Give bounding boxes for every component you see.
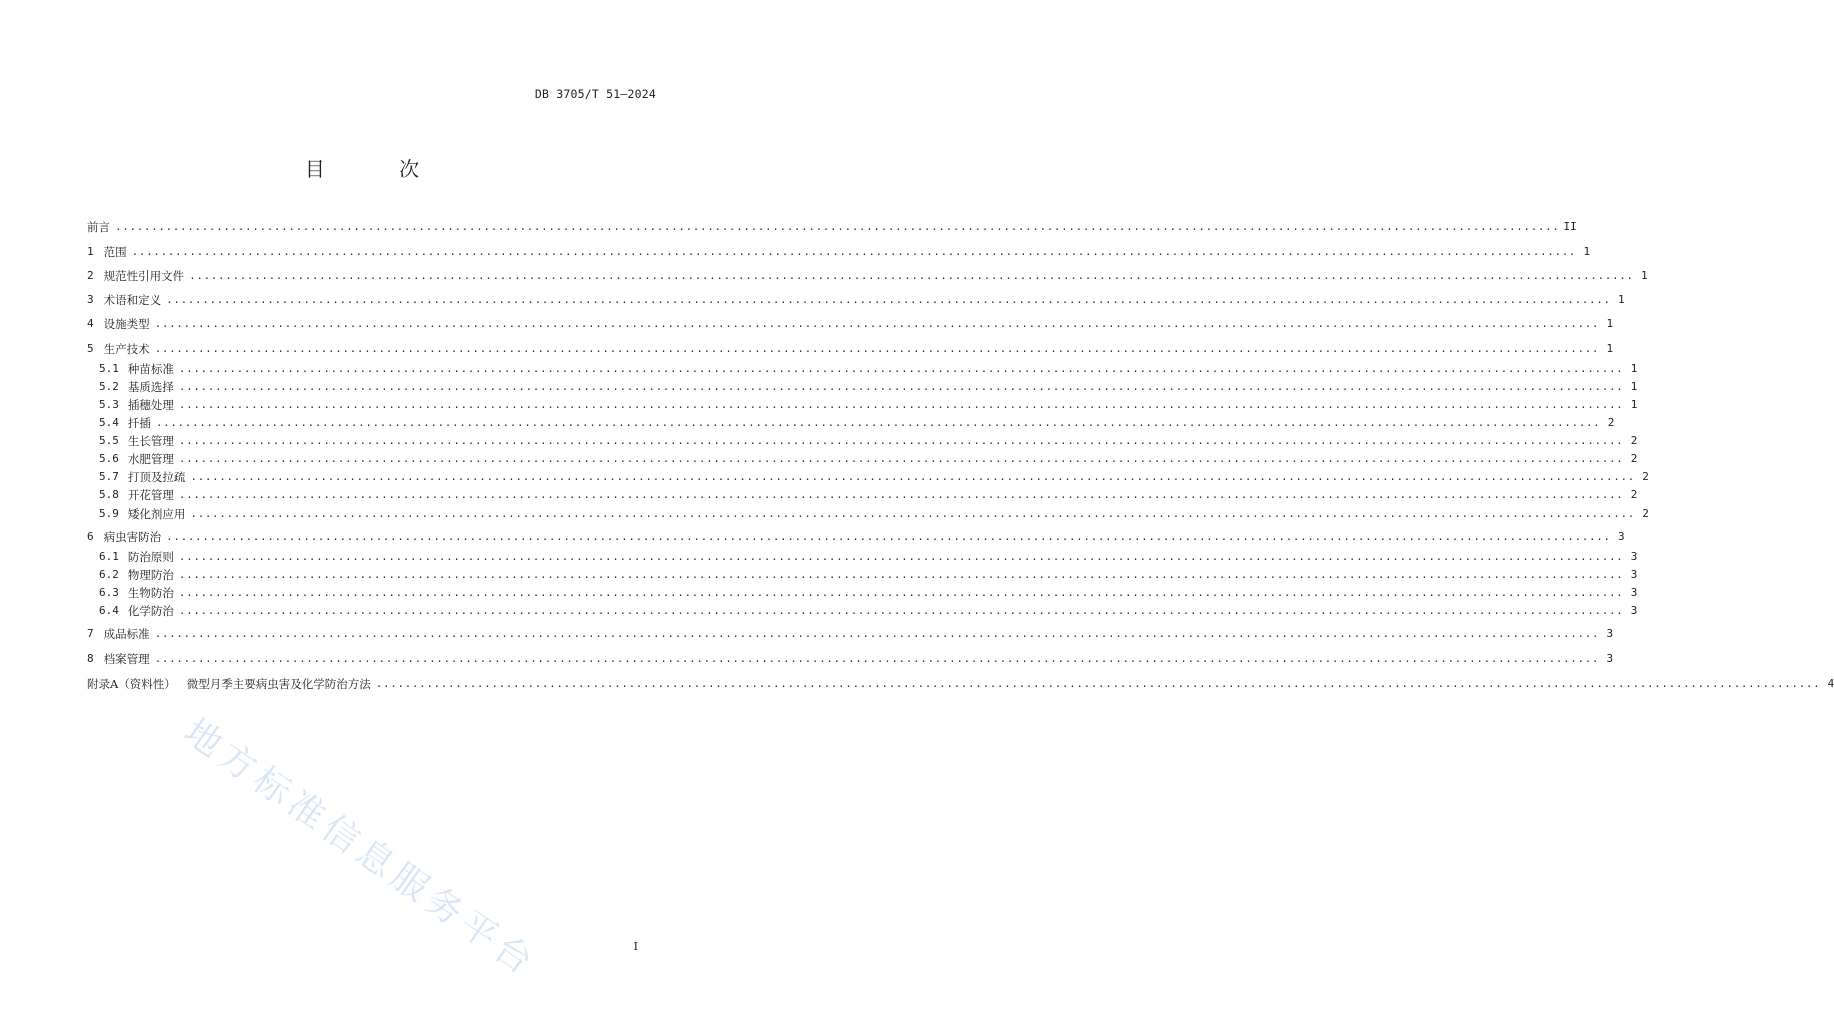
toc-entry-label: 打顶及拉疏 bbox=[127, 470, 186, 484]
toc-leader-dots: ........................................................................................................................................................................................................ bbox=[154, 317, 1600, 330]
toc-entry-page: 1 bbox=[1606, 342, 1614, 355]
toc-entry-number: 3 bbox=[87, 293, 94, 306]
toc-entry-number: 5.4 bbox=[99, 416, 119, 429]
toc-subentry[interactable] bbox=[87, 451, 1638, 467]
toc-subentry[interactable] bbox=[87, 433, 1638, 449]
toc-entry-number: 5.6 bbox=[99, 452, 119, 465]
toc-subentry[interactable] bbox=[87, 469, 1649, 485]
toc-entry-page: 1 bbox=[1641, 269, 1648, 282]
toc-leader-dots: ........................................................................................................................................................................................................ bbox=[154, 342, 1600, 355]
toc-leader-dots: ........................................................................................................................................................................................................ bbox=[189, 269, 1634, 282]
toc-entry-number: 5.8 bbox=[99, 488, 119, 501]
toc-leader-dots: ........................................................................................................................................................................................................ bbox=[190, 507, 1635, 520]
toc-leader-dots: ........................................................................................................................................................................................................ bbox=[178, 550, 1624, 563]
toc-entry-label: 范围 bbox=[103, 245, 127, 259]
toc-entry-page: 3 bbox=[1630, 550, 1638, 563]
toc-entry-label: 前言 bbox=[87, 220, 110, 234]
toc-entry-label: 病虫害防治 bbox=[103, 530, 162, 544]
toc-entry-number: 1 bbox=[87, 245, 94, 258]
page-title: 目 次 bbox=[304, 157, 454, 181]
toc-entry-page: 3 bbox=[1630, 568, 1638, 581]
toc-entry-page: 3 bbox=[1630, 586, 1638, 599]
toc-entry-number: 5 bbox=[87, 342, 94, 355]
toc-entry-page: 2 bbox=[1630, 452, 1638, 465]
toc-entry-label: 矮化剂应用 bbox=[127, 507, 186, 521]
toc-subentry[interactable] bbox=[87, 603, 1638, 619]
toc-subentry[interactable] bbox=[87, 415, 1615, 431]
toc-entry[interactable] bbox=[87, 676, 1834, 692]
toc-entry-label: 插穗处理 bbox=[127, 398, 174, 412]
toc-leader-dots: ........................................................................................................................................................................................................ bbox=[155, 416, 1601, 429]
toc-entry-label: 生产技术 bbox=[103, 342, 150, 356]
toc-entry-number: 5.7 bbox=[99, 470, 119, 483]
toc-entry-label: 水肥管理 bbox=[127, 452, 174, 466]
toc-entry-page: 1 bbox=[1606, 317, 1614, 330]
toc-entry-label: 种苗标准 bbox=[127, 362, 174, 376]
toc-entry-page: 2 bbox=[1607, 416, 1615, 429]
toc-subentry[interactable] bbox=[87, 506, 1649, 522]
toc-subentry[interactable] bbox=[87, 585, 1638, 601]
toc-entry-label: 成品标准 bbox=[103, 627, 150, 641]
toc-leader-dots: ........................................................................................................................................................................................................ bbox=[178, 568, 1624, 581]
toc-entry-number: 6.2 bbox=[99, 568, 119, 581]
toc-leader-dots: ........................................................................................................................................................................................................ bbox=[190, 470, 1635, 483]
toc-entry-number: 6.3 bbox=[99, 586, 119, 599]
toc-entry-label: 基质选择 bbox=[127, 380, 174, 394]
toc-entry-label: 档案管理 bbox=[103, 652, 150, 666]
toc-entry-page: 1 bbox=[1583, 245, 1591, 258]
toc-entry-page: 3 bbox=[1630, 604, 1638, 617]
toc-entry-label: 扦插 bbox=[127, 416, 151, 430]
toc-leader-dots: ........................................................................................................................................................................................................ bbox=[154, 652, 1600, 665]
toc-entry-number: 2 bbox=[87, 269, 94, 282]
toc-entry-page: 1 bbox=[1630, 398, 1638, 411]
toc-leader-dots: ........................................................................................................................................................................................................ bbox=[178, 434, 1624, 447]
toc-entry-label: 规范性引用文件 bbox=[103, 269, 185, 283]
toc-entry-label: 防治原则 bbox=[127, 550, 174, 564]
watermark: 地方标准信息服务平台 bbox=[176, 711, 545, 986]
toc-entry-number: 5.9 bbox=[99, 507, 119, 520]
toc-entry-label: 附录A（资料性） 微型月季主要病虫害及化学防治方法 bbox=[87, 677, 371, 691]
toc-entry-number: 6.4 bbox=[99, 604, 119, 617]
toc-entry[interactable] bbox=[87, 244, 1591, 260]
toc-subentry[interactable] bbox=[87, 379, 1638, 395]
toc-entry-page: 2 bbox=[1642, 470, 1649, 483]
toc-entry-page: 3 bbox=[1618, 530, 1625, 543]
toc-entry-label: 化学防治 bbox=[127, 604, 174, 618]
toc-entry-number: 8 bbox=[87, 652, 94, 665]
toc-entry-page: II bbox=[1563, 220, 1577, 233]
page-number: I bbox=[633, 940, 638, 953]
toc-entry-page: 4 bbox=[1827, 677, 1834, 690]
toc-entry[interactable] bbox=[87, 651, 1614, 667]
toc-entry-label: 生长管理 bbox=[127, 434, 174, 448]
toc-entry-page: 3 bbox=[1606, 652, 1614, 665]
toc-entry[interactable] bbox=[87, 219, 1577, 235]
toc-entry-label: 术语和定义 bbox=[103, 293, 162, 307]
toc-entry-number: 6.1 bbox=[99, 550, 119, 563]
toc-entry-number: 5.5 bbox=[99, 434, 119, 447]
toc-entry-page: 3 bbox=[1606, 627, 1614, 640]
toc-leader-dots: ........................................................................................................................................................................................................ bbox=[178, 604, 1624, 617]
toc-leader-dots: ........................................................................................................................................................................................................ bbox=[178, 488, 1624, 501]
toc-subentry[interactable] bbox=[87, 487, 1638, 503]
toc-leader-dots: ........................................................................................................................................................................................................ bbox=[154, 627, 1600, 640]
toc-subentry[interactable] bbox=[87, 361, 1638, 377]
toc-entry-page: 1 bbox=[1630, 362, 1638, 375]
toc-leader-dots: ........................................................................................................................................................................................................ bbox=[115, 220, 1560, 233]
toc-entry-number: 6 bbox=[87, 530, 94, 543]
toc-entry[interactable] bbox=[87, 529, 1625, 545]
toc-entry-page: 2 bbox=[1630, 488, 1638, 501]
toc-leader-dots: ........................................................................................................................................................................................................ bbox=[131, 245, 1577, 258]
toc-entry-label: 设施类型 bbox=[103, 317, 150, 331]
toc-entry[interactable] bbox=[87, 316, 1614, 332]
toc-leader-dots: ........................................................................................................................................................................................................ bbox=[178, 380, 1624, 393]
toc-leader-dots: ........................................................................................................................................................................................................ bbox=[178, 586, 1624, 599]
toc-entry[interactable] bbox=[87, 626, 1614, 642]
toc-entry-label: 开花管理 bbox=[127, 488, 174, 502]
toc-entry-label: 物理防治 bbox=[127, 568, 174, 582]
toc-leader-dots: ........................................................................................................................................................................................................ bbox=[375, 677, 1821, 690]
toc-subentry[interactable] bbox=[87, 567, 1638, 583]
toc-entry[interactable] bbox=[87, 341, 1614, 357]
toc-entry-number: 5.1 bbox=[99, 362, 119, 375]
toc-entry-label: 生物防治 bbox=[127, 586, 174, 600]
toc-entry-number: 4 bbox=[87, 317, 94, 330]
toc-entry-page: 1 bbox=[1630, 380, 1638, 393]
toc-entry-page: 2 bbox=[1630, 434, 1638, 447]
toc-entry-page: 2 bbox=[1642, 507, 1649, 520]
toc-subentry[interactable] bbox=[87, 549, 1638, 565]
toc-leader-dots: ........................................................................................................................................................................................................ bbox=[166, 530, 1611, 543]
toc-entry-page: 1 bbox=[1618, 293, 1625, 306]
toc-subentry[interactable] bbox=[87, 397, 1638, 413]
toc-entry[interactable] bbox=[87, 292, 1625, 308]
toc-leader-dots: ........................................................................................................................................................................................................ bbox=[178, 362, 1624, 375]
toc-entry-number: 5.3 bbox=[99, 398, 119, 411]
toc-leader-dots: ........................................................................................................................................................................................................ bbox=[178, 398, 1624, 411]
toc-leader-dots: ........................................................................................................................................................................................................ bbox=[178, 452, 1624, 465]
toc-entry[interactable] bbox=[87, 268, 1648, 284]
document-code: DB 3705/T 51—2024 bbox=[534, 87, 656, 101]
toc-leader-dots: ........................................................................................................................................................................................................ bbox=[166, 293, 1611, 306]
toc-entry-number: 7 bbox=[87, 627, 94, 640]
toc-entry-number: 5.2 bbox=[99, 380, 119, 393]
